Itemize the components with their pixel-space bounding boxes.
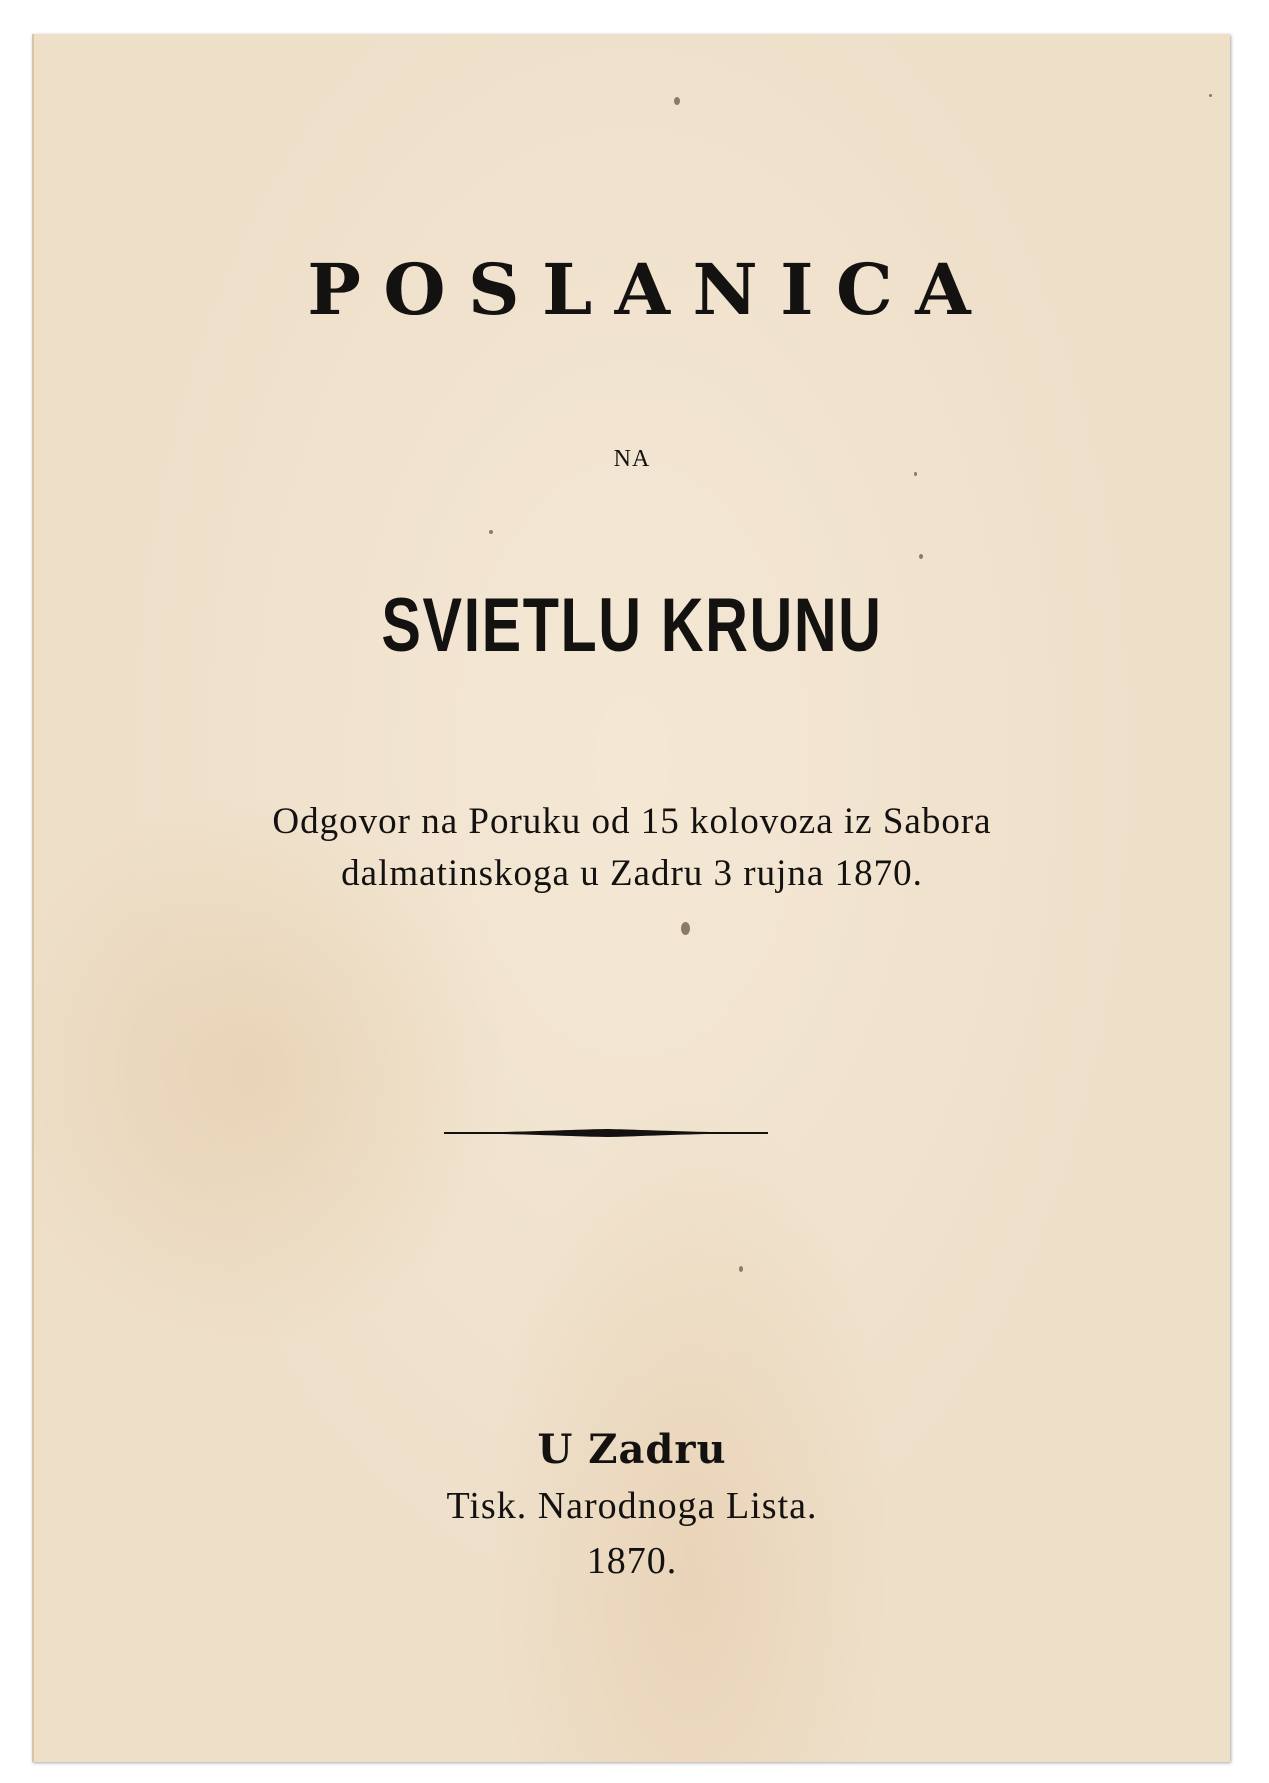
paper-speck (674, 97, 680, 105)
document-heading: SVIETLU KRUNU (381, 583, 883, 668)
paper-speck (914, 472, 917, 476)
decorative-divider (444, 1126, 768, 1140)
document-title: POSLANICA (307, 248, 994, 331)
paper-speck (919, 554, 923, 559)
paper-speck (1209, 94, 1212, 97)
paper-speck (489, 530, 493, 534)
paper-speck (739, 1266, 743, 1272)
preposition-text: NA (613, 446, 651, 472)
subtitle-line-1: Odgovor na Poruku od 15 kolovoza iz Sabora (272, 801, 992, 842)
imprint-year: 1870. (586, 1540, 678, 1582)
subtitle-line-2: dalmatinskoga u Zadru 3 rujna 1870. (341, 853, 923, 894)
imprint-printer: Tisk. Narodnoga Lista. (446, 1485, 818, 1527)
paper-speck (681, 922, 690, 935)
imprint-place: U Zadru (537, 1426, 727, 1473)
document-page (32, 34, 1230, 1762)
